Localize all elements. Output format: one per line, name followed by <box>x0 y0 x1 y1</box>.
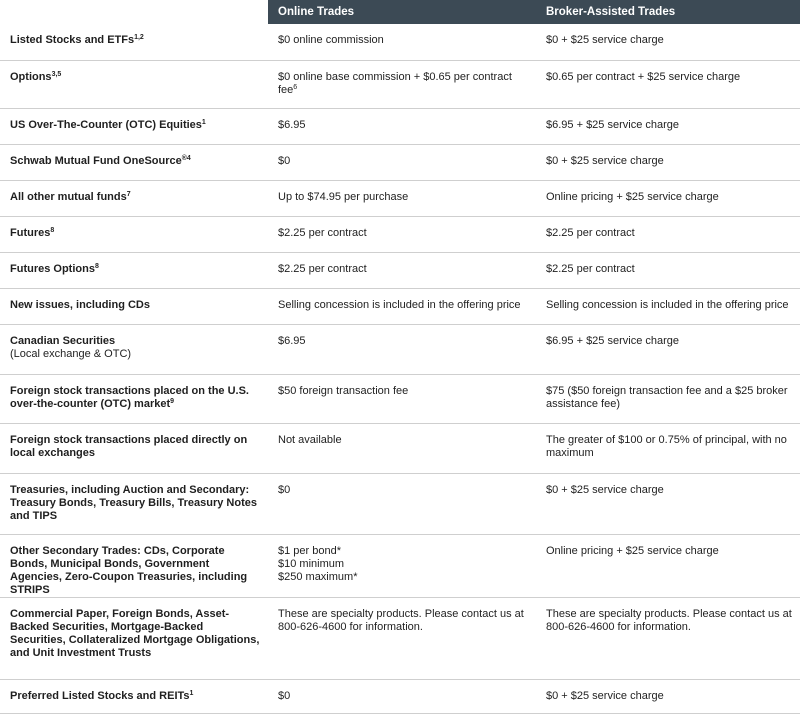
online-cell: $0 <box>268 473 536 534</box>
header-online-trades: Online Trades <box>268 0 536 24</box>
online-cell: Up to $74.95 per purchase <box>268 180 536 216</box>
table-row <box>0 534 800 597</box>
online-cell: $2.25 per contract <box>268 252 536 288</box>
row-label: Commercial Paper, Foreign Bonds, Asset-Backed Securities, Mortgage-Backed Securities, Collateralized Mortgage Obligations, and Unit Investment Trusts <box>0 597 268 679</box>
row-label: Futures$^8$ <box>0 216 268 252</box>
broker-cell: $2.25 per contract <box>536 216 800 252</box>
broker-cell: $75 ($50 foreign transaction fee and a $25 broker assistance fee) <box>536 374 800 423</box>
table-row <box>0 216 800 252</box>
online-line: $1 per bond* <box>278 544 341 557</box>
broker-cell: The greater of $100 or 0.75% of principal, with no maximum <box>536 423 800 473</box>
online-cell: Not available <box>268 423 536 473</box>
row-label: Treasuries, including Auction and Secondary: Treasury Bonds, Treasury Bills, Treasury Notes and TIPS <box>0 473 268 534</box>
online-cell: $0 <box>268 679 536 713</box>
broker-cell: These are specialty products. Please contact us at 800-626-4600 for information. <box>536 597 800 679</box>
row-label: Futures Options$^8$ <box>0 252 268 288</box>
row-label: Schwab Mutual Fund OneSource$^{®4}$ <box>0 144 268 180</box>
online-line: $250 maximum* <box>278 570 358 583</box>
table-row <box>0 144 800 180</box>
table-row <box>0 324 800 374</box>
broker-cell: $6.95 + $25 service charge <box>536 324 800 374</box>
online-cell <box>268 534 536 597</box>
broker-cell: Online pricing + $25 service charge <box>536 180 800 216</box>
online-cell: $0 online commission <box>268 24 536 60</box>
row-label: Canadian Securities (Local exchange & OTC) <box>0 324 268 374</box>
table-row <box>0 374 800 423</box>
row-label: Listed Stocks and ETFs$^{1,2}$ <box>0 24 268 60</box>
table-row <box>0 24 800 60</box>
header-blank-cell <box>0 0 268 24</box>
row-label: Options$^{3,5}$ <box>0 60 268 108</box>
online-cell: $6.95 <box>268 108 536 144</box>
row-label: Other Secondary Trades: CDs, Corporate Bonds, Municipal Bonds, Government Agencies, Zero-Coupon Treasuries, including STRIPS <box>0 534 268 597</box>
table-row <box>0 60 800 108</box>
online-cell: $0 <box>268 144 536 180</box>
broker-cell: $0.65 per contract + $25 service charge <box>536 60 800 108</box>
online-cell: $0 online base commission + $0.65 per contract fee$^6$ <box>268 60 536 108</box>
online-line: $10 minimum <box>278 557 345 570</box>
row-label: Foreign stock transactions placed on the U.S. over-the-counter (OTC) market$^9$ <box>0 374 268 423</box>
online-cell: $6.95 <box>268 324 536 374</box>
table-row <box>0 473 800 534</box>
broker-cell: $0 + $25 service charge <box>536 679 800 713</box>
table-row <box>0 597 800 679</box>
row-label: New issues, including CDs <box>0 288 268 324</box>
table-header-row <box>0 0 800 24</box>
table-row <box>0 180 800 216</box>
broker-cell: Online pricing + $25 service charge <box>536 534 800 597</box>
broker-cell: $0 + $25 service charge <box>536 24 800 60</box>
broker-cell: Selling concession is included in the offering price <box>536 288 800 324</box>
broker-cell: $0 + $25 service charge <box>536 144 800 180</box>
table-row <box>0 252 800 288</box>
online-cell: $2.25 per contract <box>268 216 536 252</box>
row-label: All other mutual funds$^7$ <box>0 180 268 216</box>
table-row <box>0 108 800 144</box>
table-row <box>0 679 800 713</box>
online-cell: $50 foreign transaction fee <box>268 374 536 423</box>
row-label: Foreign stock transactions placed directly on local exchanges <box>0 423 268 473</box>
row-label: US Over-The-Counter (OTC) Equities$^1$ <box>0 108 268 144</box>
row-sublabel: (Local exchange & OTC) <box>10 347 132 360</box>
header-broker-assisted-trades: Broker-Assisted Trades <box>536 0 800 24</box>
broker-cell: $6.95 + $25 service charge <box>536 108 800 144</box>
row-label: Preferred Listed Stocks and REITs$^1$ <box>0 679 268 713</box>
online-cell: These are specialty products. Please contact us at 800-626-4600 for information. <box>268 597 536 679</box>
broker-cell: $0 + $25 service charge <box>536 473 800 534</box>
table-row <box>0 423 800 473</box>
broker-cell: $2.25 per contract <box>536 252 800 288</box>
table-row <box>0 288 800 324</box>
online-cell: Selling concession is included in the offering price <box>268 288 536 324</box>
